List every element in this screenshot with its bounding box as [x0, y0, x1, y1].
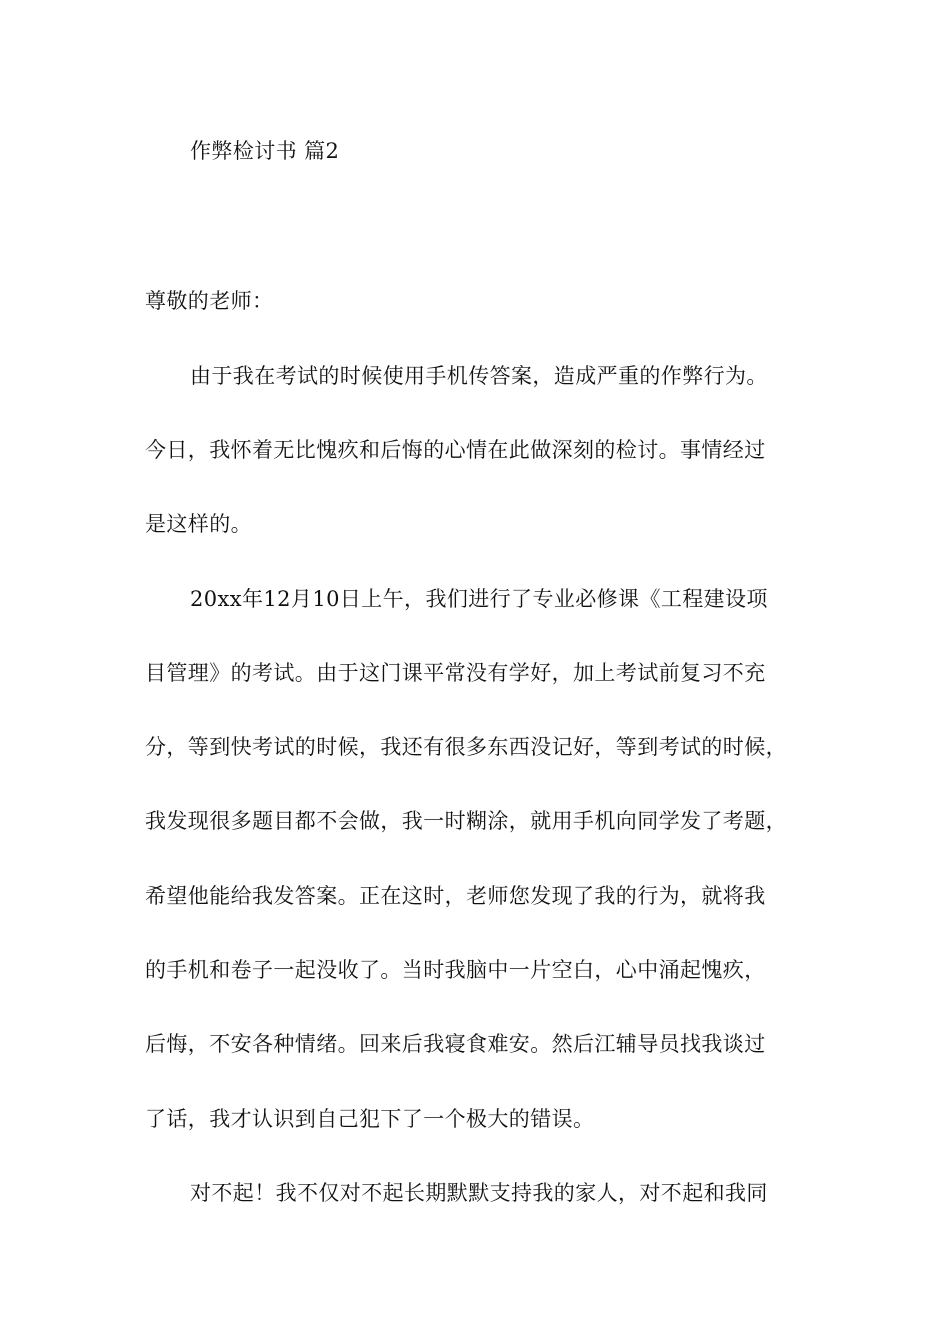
body-line-10: 后悔，不安各种情绪。回来后我寝食难安。然后江辅导员找我谈过: [145, 1032, 766, 1056]
body-line-1: 由于我在考试的时候使用手机传答案，造成严重的作弊行为。: [190, 364, 768, 388]
body-line-8: 希望他能给我发答案。正在这时，老师您发现了我的行为，就将我: [145, 884, 766, 908]
body-line-6: 分，等到快考试的时候，我还有很多东西没记好，等到考试的时候，: [145, 735, 787, 759]
body-line-11: 了话，我才认识到自己犯下了一个极大的错误。: [145, 1107, 595, 1131]
document-title: 作弊检讨书 篇2: [190, 139, 340, 163]
body-line-2: 今日，我怀着无比愧疚和后悔的心情在此做深刻的检讨。事情经过: [145, 438, 766, 462]
body-line-3: 是这样的。: [145, 512, 252, 536]
body-line-7: 我发现很多题目都不会做，我一时糊涂，就用手机向同学发了考题，: [145, 809, 787, 833]
body-line-9: 的手机和卷子一起没收了。当时我脑中一片空白，心中涌起愧疚，: [145, 958, 766, 982]
body-line-5: 目管理》的考试。由于这门课平常没有学好，加上考试前复习不充: [145, 661, 766, 685]
salutation: 尊敬的老师：: [145, 289, 274, 313]
body-line-4: 20xx年12月10日上午，我们进行了专业必修课《工程建设项: [190, 587, 768, 611]
body-line-12: 对不起！我不仅对不起长期默默支持我的家人，对不起和我同: [190, 1181, 768, 1205]
